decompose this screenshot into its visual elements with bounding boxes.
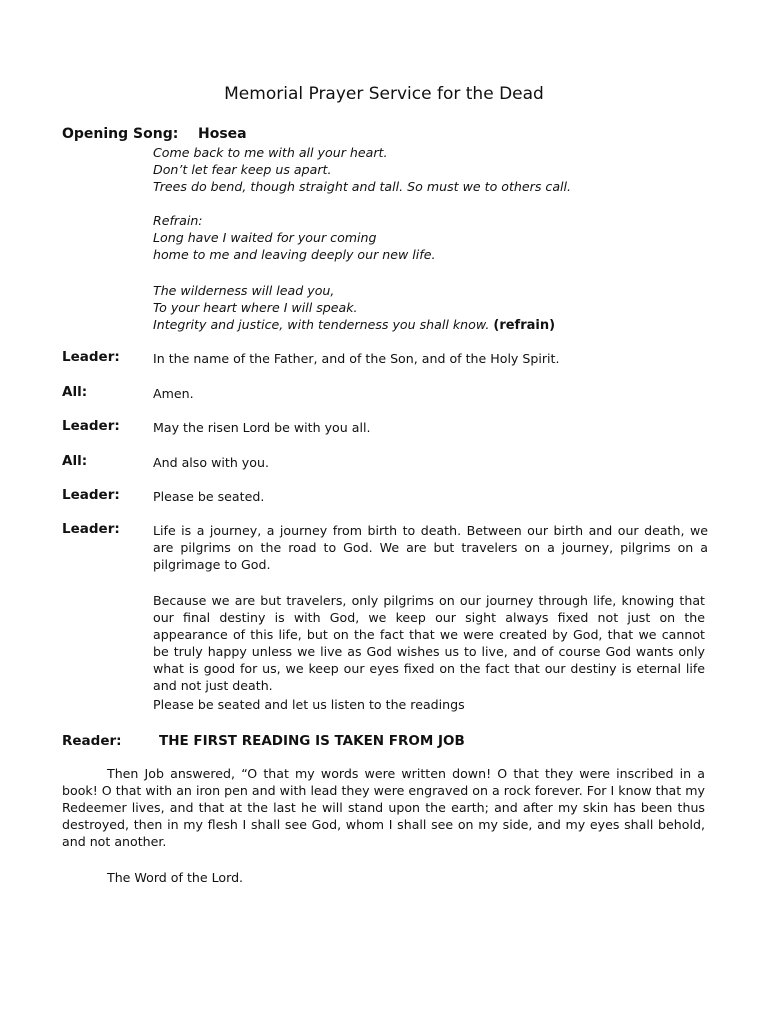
speaker-label: Leader:: [62, 487, 120, 503]
dialogue-text: Please be seated.: [153, 489, 265, 504]
lyric-line: The wilderness will lead you,: [153, 283, 335, 298]
lyric-line: Come back to me with all your heart.: [153, 145, 388, 160]
lyric-line: [153, 316, 733, 334]
reading-closing: The Word of the Lord.: [107, 870, 244, 885]
dialogue-text: Life is a journey, a journey from birth to death. Between our birth and our death, we are pilgrims on the road to God. We are but travelers on a journey, pilgrims on a pilgrimage to God.: [153, 523, 708, 572]
dialogue-text: In the name of the Father, and of the Son, and of the Holy Spirit.: [153, 351, 560, 366]
lyric-line: home to me and leaving deeply our new life.: [153, 247, 436, 262]
lyric-line: Trees do bend, though straight and tall. So must we to others call.: [153, 179, 572, 194]
speaker-label: Leader:: [62, 418, 120, 434]
speaker-label: All:: [62, 384, 88, 400]
song-refrain: [153, 212, 733, 263]
lyric-line: Don’t let fear keep us apart.: [153, 162, 332, 177]
song-verse-2: [153, 282, 733, 334]
reading-title: THE FIRST READING IS TAKEN FROM JOB: [159, 733, 465, 749]
opening-song-label: Opening Song:: [62, 126, 179, 142]
lyric-text: Integrity and justice, with tenderness you shall know.: [153, 317, 490, 332]
speaker-label: Leader:: [62, 349, 120, 365]
refrain-marker: (refrain): [493, 318, 556, 333]
lyric-line: Long have I waited for your coming: [153, 230, 377, 245]
speaker-label: Leader:: [62, 521, 120, 537]
speaker-label: All:: [62, 453, 88, 469]
speaker-label: Reader:: [62, 733, 122, 749]
reading-body: Then Job answered, “O that my words were written down! O that they were inscribed in a book! O that with an iron pen and with lead they were engraved on a rock forever. For I know that my Redeemer lives, and that at the last he will stand upon the earth; and after my skin has been thus destroyed, then in my flesh I shall see God, whom I shall see on my side, and my eyes shall behold, and not another.: [62, 766, 705, 849]
opening-song-title: Hosea: [198, 126, 247, 142]
page-title: Memorial Prayer Service for the Dead: [224, 84, 544, 104]
lyric-line: Refrain:: [153, 213, 203, 228]
song-verse-1: [153, 144, 733, 195]
leader-closing: Please be seated and let us listen to the readings: [153, 697, 465, 712]
dialogue-text: May the risen Lord be with you all.: [153, 420, 371, 435]
leader-paragraph: Because we are but travelers, only pilgrims on our journey through life, knowing that our final destiny is with God, we keep our sight always fixed not just on the appearance of this life, but on the fact that we were created by God, that we cannot be truly happy unless we live as God wishes us to live, and of course God wants only what is good for us, we keep our eyes fixed on the fact that our destiny is eternal life and not just death.: [153, 593, 705, 693]
dialogue-text: And also with you.: [153, 455, 269, 470]
dialogue-text: Amen.: [153, 386, 194, 401]
lyric-line: To your heart where I will speak.: [153, 300, 358, 315]
